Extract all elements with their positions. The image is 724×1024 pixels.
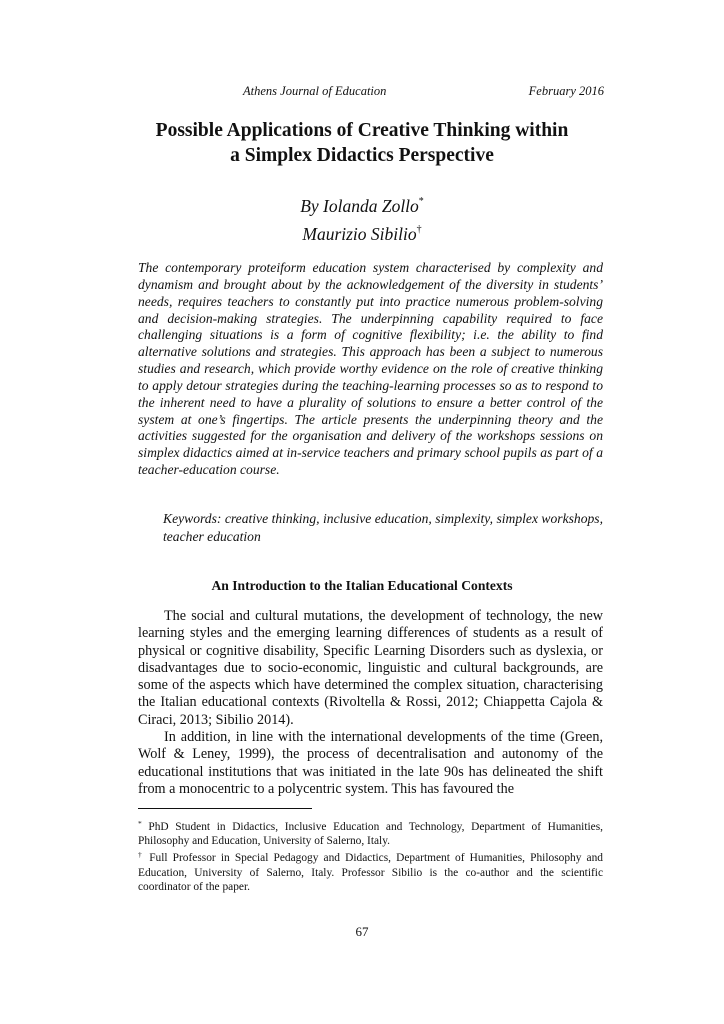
author-1-footnote-mark: * (418, 196, 424, 207)
footnote-2 (138, 848, 603, 894)
body-paragraph-2: In addition, in line with the international developments of the time (Green, Wolf & Leney, 1999), the process of decentralisation and autonomy of the educational institutions that was initiated in the late 90s has delineated the shift from a monocentric to a polycentric system. This has favoured the (138, 729, 603, 797)
page-number: 67 (355, 924, 369, 939)
issue-date: February 2016 (528, 84, 604, 98)
journal-name: Athens Journal of Education (243, 84, 387, 98)
author-2 (100, 218, 624, 246)
footnote-1-text: PhD Student in Didactics, Inclusive Education and Technology, Department of Humanities, Philosophy and Education, University of Salerno, Italy. (138, 821, 603, 848)
footnote-1-mark: * (138, 819, 142, 828)
footnote-2-mark: † (138, 850, 145, 860)
footnote-2-text: Full Professor in Special Pedagogy and Didactics, Department of Humanities, Philosophy and Education, University of Salerno, Italy. Professor Sibilio is the co-author and the scientific coordinator of the paper. (138, 852, 603, 893)
section-heading: An Introduction to the Italian Educational Contexts (211, 578, 513, 593)
abstract: The contemporary proteiform education system characterised by complexity and dynamism and brought about by the acknowledgement of the diversity in students’ needs, requires teachers to constantly put into practice numerous problem-solving and decision-making strategies. The underpinning capability required to face challenging situations is a form of cognitive flexibility; i.e. the ability to find alternative solutions and strategies. This approach has been a subject to numerous studies and research, which provide worthy evidence on the role of creative thinking to apply detour strategies during the teaching-learning processes so as to respond to the inherent need to have a plurality of solutions to ensure a better control of the system at one’s fingertips. The article presents the underpinning theory and the activities suggested for the organisation and delivery of the workshops sessions on simplex didactics aimed at in-service teachers and primary school pupils as part of a teacher-education course. (138, 260, 603, 478)
running-header (243, 84, 604, 99)
body-text (138, 608, 603, 798)
author-block (100, 190, 624, 246)
keywords: Keywords: creative thinking, inclusive education, simplexity, simplex workshops, teacher education (163, 511, 603, 544)
author-2-footnote-mark: † (416, 224, 422, 235)
body-paragraph-1: The social and cultural mutations, the development of technology, the new learning styles and the emerging learning differences of students as a result of physical or cognitive disability, Specific Learning Disorders such as dyslexia, or disadvantages due to socio-economic, linguistic and cultural backgrounds, are some of the aspects which have determined the complex situation, characterising the Italian educational contexts (Rivoltella & Rossi, 2012; Chiappetta Cajola & Ciraci, 2013; Sibilio 2014). (138, 608, 603, 728)
footnote-1 (138, 817, 603, 848)
paper-title (100, 118, 624, 168)
author-2-name: Maurizio Sibilio (302, 224, 417, 244)
author-1-name: By Iolanda Zollo (300, 196, 419, 216)
title-line-2: a Simplex Didactics Perspective (230, 145, 494, 166)
author-1 (100, 190, 624, 218)
footnote-divider (138, 808, 312, 809)
title-line-1: Possible Applications of Creative Thinking within (155, 120, 569, 141)
footnotes (138, 817, 603, 894)
